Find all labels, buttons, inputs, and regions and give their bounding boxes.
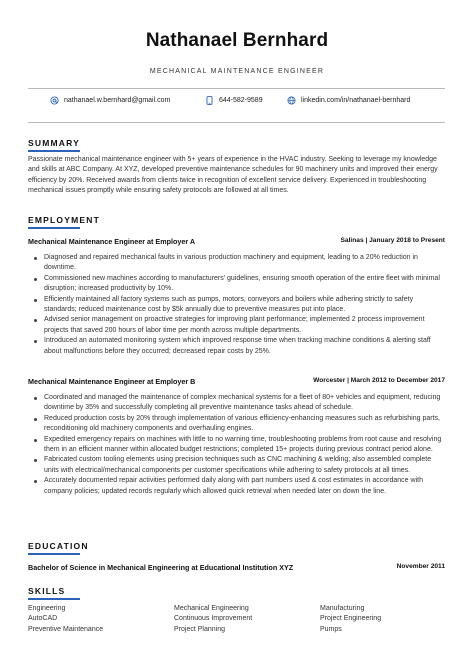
bullet-item: Coordinated and managed the maintenance of complex mechanical systems for a fleet of 80+ vehicles and equipment, reducing downtime by 35% and successfully completing all preventive maintenance tasks ahead of schedule. (28, 393, 442, 414)
email-text[interactable]: nathanael.w.bernhard@gmail.com (64, 97, 171, 104)
skill-item: Pumps (320, 625, 342, 633)
skills-underline (28, 598, 80, 600)
job-bullets (28, 393, 442, 497)
bullet-item: Diagnosed and repaired mechanical faults in various production machinery and equipment, leading to a 20% reduction in downtime. (28, 253, 442, 274)
divider (28, 88, 445, 89)
contact-bar (50, 96, 430, 114)
bullet-item: Fabricated custom tooling elements using precision techniques such as CNC machining & welding; also assembled complete units with electrical/mechanical components per customer specifications while adhering to safety protocols at all times. (28, 455, 442, 476)
job-title: Mechanical Maintenance Engineer at Employer A (28, 237, 196, 246)
skill-item: Mechanical Engineering (174, 605, 249, 612)
job-location-dates: Worcester | March 2012 to December 2017 (313, 377, 445, 384)
skills-column (28, 604, 103, 635)
degree-title: Bachelor of Science in Mechanical Engineering at Educational Institution XYZ (28, 563, 294, 572)
skills-heading: SKILLS (28, 586, 66, 596)
bullet-item: Reduced production costs by 20% through implementation of various efficiency-enhancing measures such as refurbishing parts, reconditioning old machinery components and overhauling engines. (28, 414, 442, 435)
summary-underline (28, 150, 80, 152)
job-location-dates: Salinas | January 2018 to Present (340, 237, 445, 244)
contact-email[interactable] (50, 96, 170, 105)
divider (28, 122, 445, 123)
skill-item: Continuous Improvement (174, 615, 253, 623)
summary-heading: SUMMARY (28, 138, 80, 148)
bullet-item: Efficiently maintained all factory systems such as pumps, motors, conveyors and boilers while adhering strictly to safety standards; reduced maintenance cost by $5k annually due to preventive measures put into place. (28, 295, 442, 316)
phone-icon (205, 96, 214, 105)
skills-column (174, 604, 252, 635)
contact-linkedin[interactable] (287, 96, 410, 105)
summary-text: Passionate mechanical maintenance engineer with 5+ years of experience in the HVAC industry. Seeking to leverage my knowledge and skills at ABC Company. At XYZ, developed preventive maintenance schedules for 90 machinery units and improved their energy efficiency by 20%. Received awards from clients twice in recognition of excellent service delivery. Experienced in troubleshooting mechanical issues promptly while ensuring safety protocols are followed at all times. (28, 156, 438, 195)
graduation-date: November 2011 (396, 563, 445, 570)
at-icon (50, 96, 59, 105)
contact-phone[interactable] (205, 96, 263, 105)
employment-underline (28, 227, 80, 229)
skill-item: AutoCAD (28, 615, 58, 623)
education-heading: EDUCATION (28, 541, 89, 551)
employment-heading: EMPLOYMENT (28, 215, 100, 225)
skill-item: Engineering (28, 605, 66, 612)
bullet-item: Commissioned new machines according to manufacturers' guidelines, ensuring smooth operation of the entire fleet with minimal disruption; increased productivity by 10%. (28, 274, 442, 295)
linkedin-text[interactable]: linkedin.com/in/nathanael-bernhard (301, 97, 411, 104)
phone-text[interactable]: 644-582-9589 (219, 97, 263, 104)
bullet-item: Expedited emergency repairs on machines with little to no warning time, troubleshooting problems from root cause and resolving them in an efficient manner within allocated budget restrictions; completed 15+ projects during previous contract period alone. (28, 435, 442, 456)
bullet-item: Advised senior management on proactive strategies for improving plant performance; implemented 2 process improvement projects that saved 200 hours of labor time per month across multiple departments. (28, 315, 442, 336)
bullet-item: Accurately documented repair activities performed daily along with part numbers used & cost estimates in accordance with company policies; updated records regularly which allowed quick retrieval when needed later on down the line. (28, 476, 442, 497)
job-title: Mechanical Maintenance Engineer at Employer B (28, 377, 196, 386)
candidate-name: Nathanael Bernhard (145, 30, 329, 51)
skill-item: Manufacturing (320, 605, 365, 612)
skill-item: Preventive Maintenance (28, 625, 104, 633)
education-underline (28, 553, 80, 555)
bullet-item: Introduced an automated monitoring system which improved response time when tracking machine conditions & alerting staff about malfunctions before they occurred; decreased repair costs by 25%. (28, 336, 442, 357)
globe-icon (287, 96, 296, 105)
skills-column (320, 604, 381, 635)
skill-item: Project Engineering (320, 615, 382, 623)
job-bullets (28, 253, 442, 357)
job-title-subtitle: MECHANICAL MAINTENANCE ENGINEER (149, 68, 325, 75)
skill-item: Project Planning (174, 625, 225, 633)
